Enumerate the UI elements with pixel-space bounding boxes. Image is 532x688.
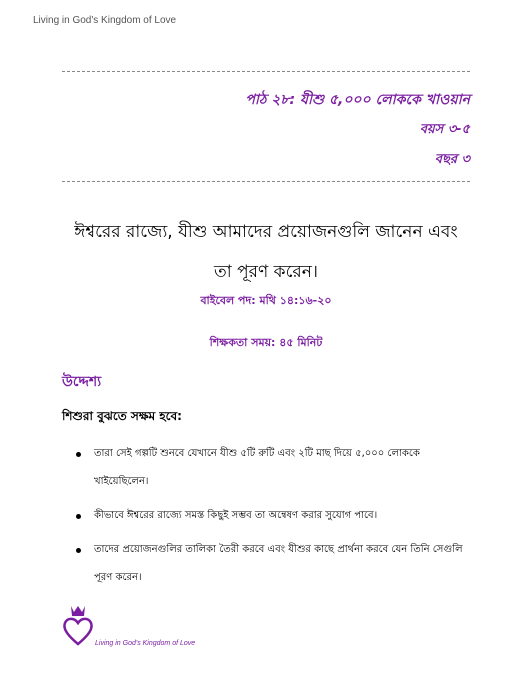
- objective-item: [76, 536, 476, 592]
- bullet-icon: [76, 548, 81, 553]
- crown-heart-icon: [62, 604, 94, 648]
- bullet-icon: [76, 514, 81, 519]
- bullet-icon: [76, 452, 81, 457]
- objective-item-text: কীভাবে ঈশ্বরের রাজ্যে সমস্ত কিছুই সম্ভব তা অন্বেষণ করার সুযোগ পাবে।: [94, 510, 378, 521]
- age-range: বয়স ৩-৫: [419, 122, 470, 137]
- objective-list: [76, 440, 476, 598]
- top-divider: [62, 71, 470, 72]
- footer-text: Living in God's Kingdom of Love: [95, 640, 196, 647]
- objective-item-text: তাদের প্রয়োজনগুলির তালিকা তৈরী করবে এবং যীশুর কাছে প্রার্থনা করবে যেন তিনি সেগুলি পূরণ করেন।: [94, 544, 463, 583]
- bottom-divider: [62, 181, 470, 182]
- bible-reference: বাইবেল পদ: মথি ১৪:১৬-২০: [200, 294, 332, 307]
- objective-intro: শিশুরা বুঝতে সক্ষম হবে:: [62, 409, 182, 423]
- page-header-text: Living in God's Kingdom of Love: [33, 15, 177, 26]
- teaching-time: শিক্ষকতা সময়: ৪৫ মিনিট: [209, 336, 323, 349]
- objective-item: [76, 440, 476, 496]
- objective-item-text: তারা সেই গল্পটি শুনবে যেখানে যীশু ৫টি রুটি এবং ২টি মাছ দিয়ে ৫,০০০ লোককে খাইয়েছিলেন।: [94, 448, 420, 487]
- lesson-title: পাঠ ২৮: যীশু ৫,০০০ লোককে খাওয়ান: [245, 92, 470, 108]
- lesson-year: বছর ৩: [434, 152, 470, 167]
- objective-heading: উদ্দেশ্য: [62, 374, 102, 390]
- main-heading: ঈশ্বরের রাজ্যে, যীশু আমাদের প্রয়োজনগুলি জানেন এবং তা পূরণ করেন।: [74, 222, 458, 282]
- objective-item: [76, 502, 476, 530]
